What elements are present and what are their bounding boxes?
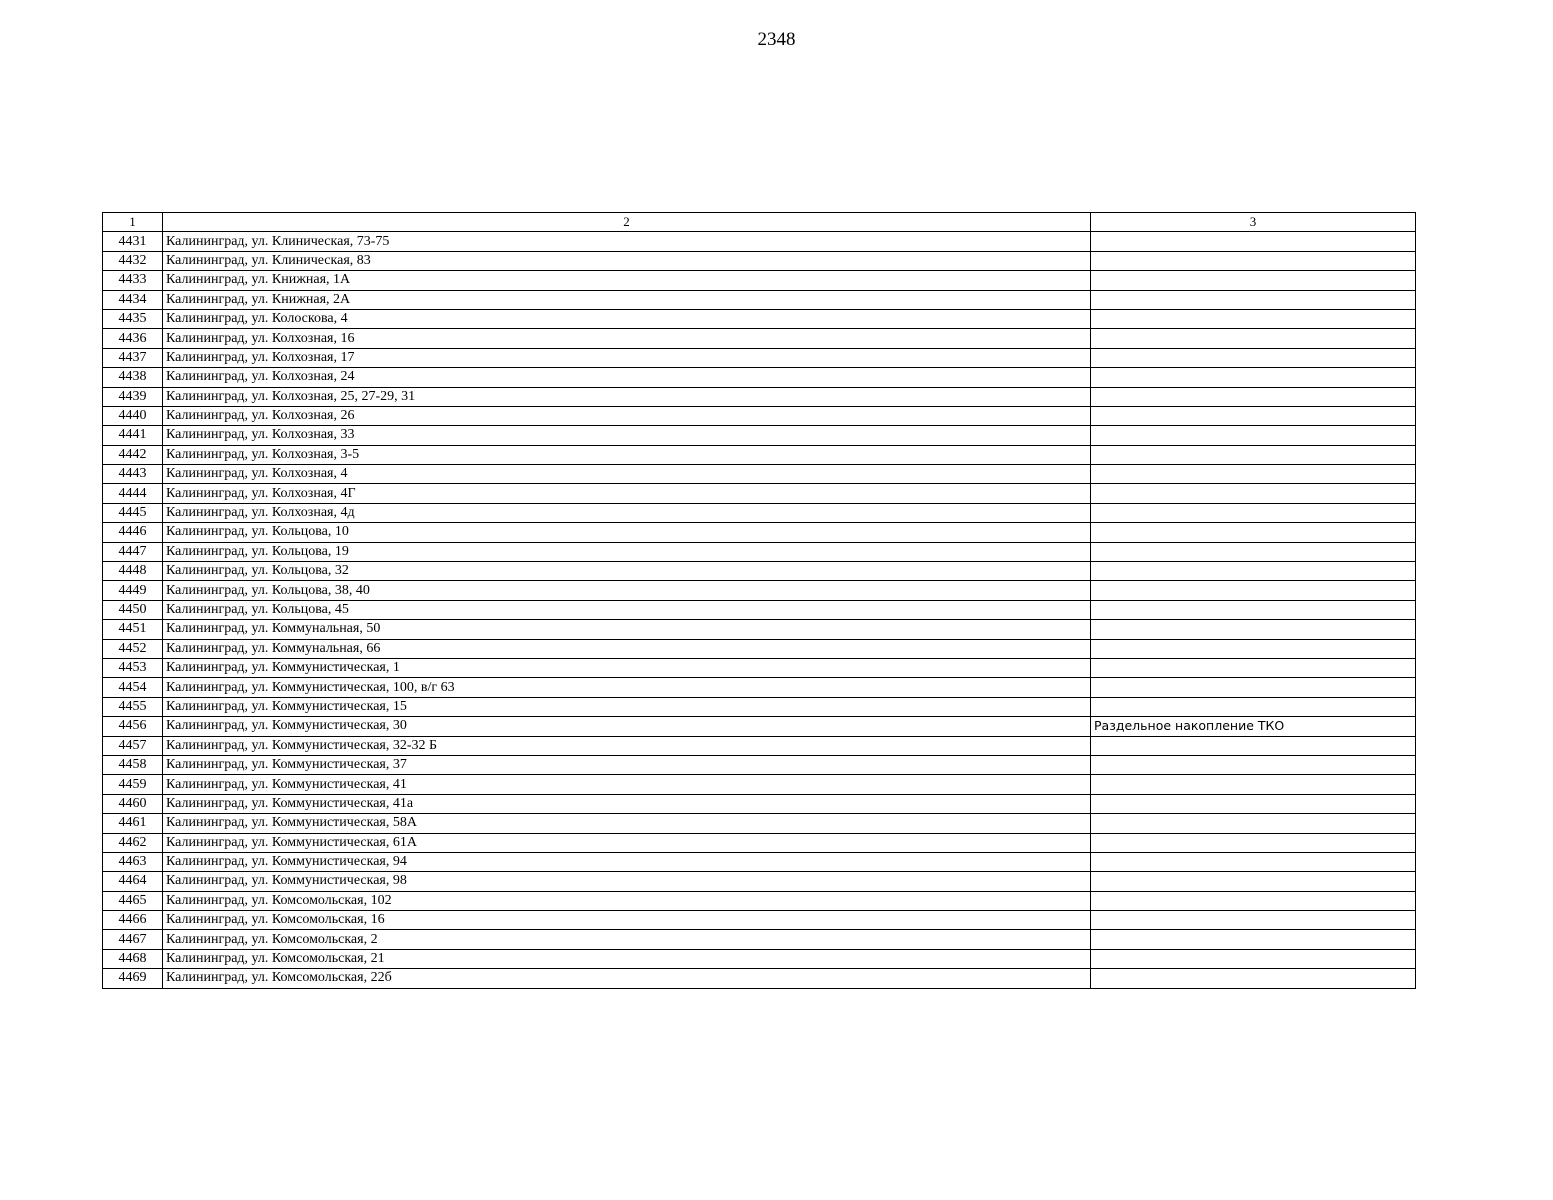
- note-cell: [1091, 387, 1416, 406]
- table-row: [103, 891, 1416, 910]
- address-cell: Калининград, ул. Клиническая, 73-75: [163, 232, 1091, 251]
- table-row: [103, 445, 1416, 464]
- table-row: [103, 678, 1416, 697]
- address-cell: Калининград, ул. Колхозная, 25, 27-29, 31: [163, 387, 1091, 406]
- address-cell: Калининград, ул. Коммунистическая, 41а: [163, 794, 1091, 813]
- note-cell: [1091, 309, 1416, 328]
- address-cell: Калининград, ул. Колхозная, 33: [163, 426, 1091, 445]
- table-row: [103, 814, 1416, 833]
- note-cell: [1091, 445, 1416, 464]
- note-cell: [1091, 348, 1416, 367]
- address-cell: Калининград, ул. Коммунистическая, 58А: [163, 814, 1091, 833]
- table-row: [103, 852, 1416, 871]
- row-number-cell: 4440: [103, 406, 163, 425]
- row-number-cell: 4468: [103, 949, 163, 968]
- note-cell: [1091, 814, 1416, 833]
- table-row: [103, 930, 1416, 949]
- table-row: [103, 658, 1416, 677]
- row-number-cell: 4454: [103, 678, 163, 697]
- table-row: [103, 348, 1416, 367]
- note-cell: [1091, 775, 1416, 794]
- row-number-cell: 4442: [103, 445, 163, 464]
- table-row: [103, 581, 1416, 600]
- address-cell: Калининград, ул. Комсомольская, 22б: [163, 969, 1091, 988]
- note-cell: [1091, 678, 1416, 697]
- row-number-cell: 4465: [103, 891, 163, 910]
- column-header-address: 2: [163, 213, 1091, 232]
- row-number-cell: 4447: [103, 542, 163, 561]
- table-row: [103, 697, 1416, 716]
- page-number: 2348: [757, 29, 796, 50]
- table-row: [103, 872, 1416, 891]
- table-row: [103, 969, 1416, 988]
- row-number-cell: 4444: [103, 484, 163, 503]
- row-number-cell: 4451: [103, 620, 163, 639]
- address-cell: Калининград, ул. Коммунистическая, 30: [163, 717, 1091, 736]
- row-number-cell: 4466: [103, 911, 163, 930]
- row-number-cell: 4461: [103, 814, 163, 833]
- row-number-cell: 4459: [103, 775, 163, 794]
- table-row: [103, 775, 1416, 794]
- note-cell: [1091, 368, 1416, 387]
- row-number-cell: 4450: [103, 600, 163, 619]
- table-row: [103, 523, 1416, 542]
- address-cell: Калининград, ул. Коммунистическая, 98: [163, 872, 1091, 891]
- address-cell: Калининград, ул. Коммунистическая, 100, в/г 63: [163, 678, 1091, 697]
- note-cell: [1091, 911, 1416, 930]
- address-cell: Калининград, ул. Коммунистическая, 94: [163, 852, 1091, 871]
- row-number-cell: 4439: [103, 387, 163, 406]
- address-cell: Калининград, ул. Колхозная, 4д: [163, 503, 1091, 522]
- column-header-note: 3: [1091, 213, 1416, 232]
- row-number-cell: 4436: [103, 329, 163, 348]
- table-row: [103, 949, 1416, 968]
- table-row: [103, 484, 1416, 503]
- address-cell: Калининград, ул. Коммунистическая, 1: [163, 658, 1091, 677]
- note-cell: [1091, 872, 1416, 891]
- note-cell: [1091, 581, 1416, 600]
- address-cell: Калининград, ул. Колхозная, 26: [163, 406, 1091, 425]
- row-number-cell: 4457: [103, 736, 163, 755]
- note-cell: [1091, 271, 1416, 290]
- table-row: [103, 232, 1416, 251]
- note-cell: [1091, 251, 1416, 270]
- table-row: [103, 794, 1416, 813]
- row-number-cell: 4448: [103, 562, 163, 581]
- note-cell: [1091, 503, 1416, 522]
- table-header-row: [103, 213, 1416, 232]
- table-row: [103, 387, 1416, 406]
- row-number-cell: 4435: [103, 309, 163, 328]
- table-row: [103, 639, 1416, 658]
- row-number-cell: 4443: [103, 465, 163, 484]
- note-cell: [1091, 232, 1416, 251]
- row-number-cell: 4431: [103, 232, 163, 251]
- row-number-cell: 4438: [103, 368, 163, 387]
- column-header-number: 1: [103, 213, 163, 232]
- note-cell: [1091, 969, 1416, 988]
- table-row: [103, 290, 1416, 309]
- address-cell: Калининград, ул. Коммунистическая, 37: [163, 755, 1091, 774]
- address-cell: Калининград, ул. Комсомольская, 102: [163, 891, 1091, 910]
- address-cell: Калининград, ул. Колхозная, 3-5: [163, 445, 1091, 464]
- address-cell: Калининград, ул. Коммунистическая, 32-32 Б: [163, 736, 1091, 755]
- note-cell: [1091, 290, 1416, 309]
- address-cell: Калининград, ул. Комсомольская, 21: [163, 949, 1091, 968]
- note-cell: [1091, 406, 1416, 425]
- row-number-cell: 4455: [103, 697, 163, 716]
- table-row: [103, 542, 1416, 561]
- note-cell: [1091, 562, 1416, 581]
- row-number-cell: 4433: [103, 271, 163, 290]
- note-cell: [1091, 523, 1416, 542]
- row-number-cell: 4464: [103, 872, 163, 891]
- table-row: [103, 309, 1416, 328]
- table-row: [103, 620, 1416, 639]
- note-cell: [1091, 329, 1416, 348]
- note-cell: [1091, 639, 1416, 658]
- note-cell: [1091, 465, 1416, 484]
- table-row: [103, 465, 1416, 484]
- address-cell: Калининград, ул. Коммунистическая, 61А: [163, 833, 1091, 852]
- note-cell: [1091, 697, 1416, 716]
- note-cell: [1091, 949, 1416, 968]
- address-cell: Калининград, ул. Коммунистическая, 41: [163, 775, 1091, 794]
- row-number-cell: 4449: [103, 581, 163, 600]
- table-row: [103, 406, 1416, 425]
- note-cell: Раздельное накопление ТКО: [1091, 717, 1416, 736]
- note-cell: [1091, 930, 1416, 949]
- note-cell: [1091, 484, 1416, 503]
- row-number-cell: 4467: [103, 930, 163, 949]
- address-cell: Калининград, ул. Кольцова, 19: [163, 542, 1091, 561]
- note-cell: [1091, 426, 1416, 445]
- row-number-cell: 4446: [103, 523, 163, 542]
- table-row: [103, 911, 1416, 930]
- table-body: [103, 232, 1416, 988]
- note-cell: [1091, 852, 1416, 871]
- address-cell: Калининград, ул. Кольцова, 38, 40: [163, 581, 1091, 600]
- row-number-cell: 4434: [103, 290, 163, 309]
- note-cell: [1091, 620, 1416, 639]
- address-cell: Калининград, ул. Колоскова, 4: [163, 309, 1091, 328]
- table-row: [103, 251, 1416, 270]
- table-row: [103, 736, 1416, 755]
- table-row: [103, 368, 1416, 387]
- address-cell: Калининград, ул. Комсомольская, 16: [163, 911, 1091, 930]
- address-cell: Калининград, ул. Колхозная, 4: [163, 465, 1091, 484]
- address-cell: Калининград, ул. Коммунальная, 66: [163, 639, 1091, 658]
- table-row: [103, 833, 1416, 852]
- table-row: [103, 717, 1416, 736]
- table-row: [103, 426, 1416, 445]
- address-cell: Калининград, ул. Коммунистическая, 15: [163, 697, 1091, 716]
- address-cell: Калининград, ул. Колхозная, 16: [163, 329, 1091, 348]
- row-number-cell: 4432: [103, 251, 163, 270]
- note-cell: [1091, 891, 1416, 910]
- address-cell: Калининград, ул. Коммунальная, 50: [163, 620, 1091, 639]
- table-row: [103, 271, 1416, 290]
- row-number-cell: 4453: [103, 658, 163, 677]
- row-number-cell: 4437: [103, 348, 163, 367]
- address-cell: Калининград, ул. Книжная, 1А: [163, 271, 1091, 290]
- table-row: [103, 503, 1416, 522]
- row-number-cell: 4462: [103, 833, 163, 852]
- address-cell: Калининград, ул. Комсомольская, 2: [163, 930, 1091, 949]
- table-row: [103, 755, 1416, 774]
- address-cell: Калининград, ул. Колхозная, 4Г: [163, 484, 1091, 503]
- note-cell: [1091, 755, 1416, 774]
- address-cell: Калининград, ул. Колхозная, 17: [163, 348, 1091, 367]
- table-row: [103, 562, 1416, 581]
- row-number-cell: 4456: [103, 717, 163, 736]
- address-cell: Калининград, ул. Кольцова, 10: [163, 523, 1091, 542]
- note-cell: [1091, 736, 1416, 755]
- row-number-cell: 4463: [103, 852, 163, 871]
- address-cell: Калининград, ул. Кольцова, 32: [163, 562, 1091, 581]
- note-cell: [1091, 542, 1416, 561]
- row-number-cell: 4458: [103, 755, 163, 774]
- row-number-cell: 4469: [103, 969, 163, 988]
- row-number-cell: 4441: [103, 426, 163, 445]
- table-row: [103, 329, 1416, 348]
- note-cell: [1091, 658, 1416, 677]
- address-cell: Калининград, ул. Книжная, 2А: [163, 290, 1091, 309]
- row-number-cell: 4460: [103, 794, 163, 813]
- note-cell: [1091, 833, 1416, 852]
- note-cell: [1091, 600, 1416, 619]
- address-cell: Калининград, ул. Кольцова, 45: [163, 600, 1091, 619]
- row-number-cell: 4445: [103, 503, 163, 522]
- address-table: [102, 212, 1416, 989]
- table-row: [103, 600, 1416, 619]
- address-cell: Калининград, ул. Колхозная, 24: [163, 368, 1091, 387]
- note-cell: [1091, 794, 1416, 813]
- address-cell: Калининград, ул. Клиническая, 83: [163, 251, 1091, 270]
- row-number-cell: 4452: [103, 639, 163, 658]
